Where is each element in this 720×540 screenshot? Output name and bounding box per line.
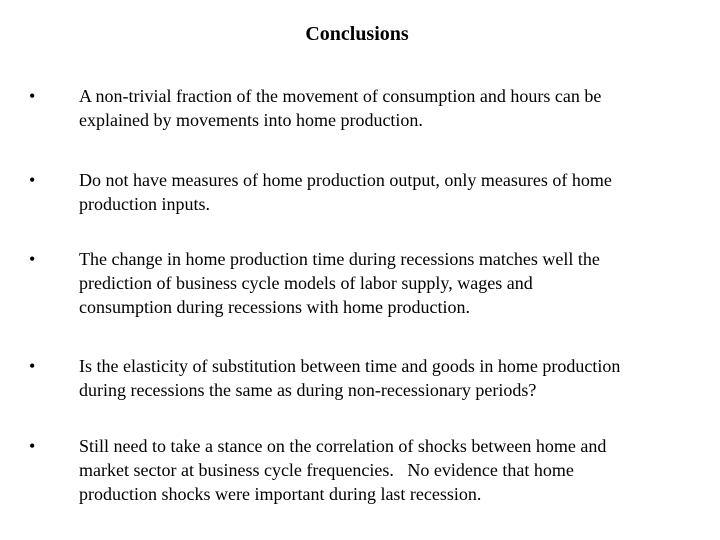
- bullet-line: Do not have measures of home production output, only measures of home: [79, 170, 612, 190]
- bullet-line: A non-trivial fraction of the movement of consumption and hours can be: [79, 86, 602, 106]
- bullet-text-2: [79, 168, 699, 216]
- bullet-icon: •: [29, 170, 36, 190]
- bullet-text-5: [79, 434, 699, 506]
- bullet-line: production shocks were important during last recession.: [79, 484, 482, 504]
- bullet-icon: •: [29, 86, 36, 106]
- bullet-line: market sector at business cycle frequencies. No evidence that home: [79, 460, 574, 480]
- bullet-line: production inputs.: [79, 194, 210, 214]
- bullet-line: explained by movements into home production.: [79, 110, 423, 130]
- bullet-line: Is the elasticity of substitution between time and goods in home production: [79, 356, 621, 376]
- bullet-line: during recessions the same as during non-recessionary periods?: [79, 380, 537, 400]
- bullet-line: consumption during recessions with home production.: [79, 297, 470, 317]
- bullet-icon: •: [29, 356, 36, 376]
- bullet-line: prediction of business cycle models of labor supply, wages and: [79, 273, 533, 293]
- slide-title: Conclusions: [305, 23, 409, 45]
- bullet-line: The change in home production time during recessions matches well the: [79, 249, 600, 269]
- bullet-line: Still need to take a stance on the correlation of shocks between home and: [79, 436, 607, 456]
- bullet-icon: •: [29, 436, 36, 456]
- bullet-text-3: [79, 247, 699, 319]
- bullet-text-1: [79, 84, 699, 132]
- bullet-text-4: [79, 354, 699, 402]
- bullet-icon: •: [29, 249, 36, 269]
